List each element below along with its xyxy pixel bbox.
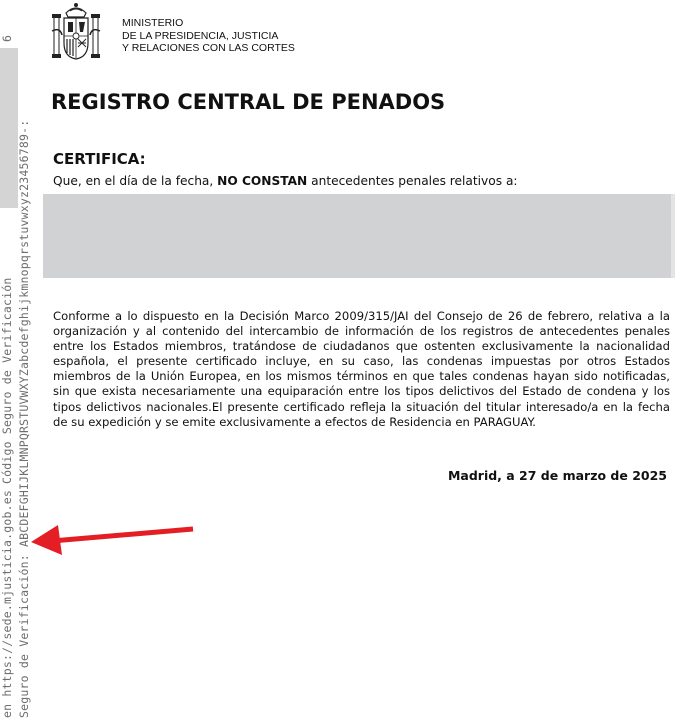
- document-header: [50, 0, 295, 64]
- ministry-line-1: MINISTERIO: [122, 17, 184, 30]
- issue-date: Madrid, a 27 de marzo de 2025: [447, 468, 667, 483]
- ministry-line-3: Y RELACIONES CON LAS CORTES: [122, 42, 295, 55]
- intro-text-end: antecedentes penales relativos a:: [307, 174, 518, 188]
- verification-url-line: [0, 277, 14, 718]
- page-title: REGISTRO CENTRAL DE PENADOS: [51, 90, 446, 114]
- verification-margin: [0, 0, 40, 721]
- verification-code-label: Código Seguro de Verificación: [0, 277, 14, 485]
- verification-url[interactable]: en https://sede.mjusticia.gob.es: [0, 490, 14, 718]
- certification-statement: [53, 174, 518, 188]
- ministry-name: [122, 9, 295, 55]
- coat-of-arms-icon: [50, 1, 102, 63]
- verification-charset-line: Seguro de Verificación: ABCDEFGHIJKLMNPQRSTUVWXYZabcdefghijkmnopqrstuvwxyz23456789-:: [17, 119, 31, 718]
- verification-tail: 6: [0, 34, 14, 42]
- ministry-line-2: DE LA PRESIDENCIA, JUSTICIA: [122, 29, 279, 42]
- red-arrow-annotation-icon: [28, 520, 198, 560]
- legal-body-paragraph: Conforme a lo dispuesto en la Decisión Marco 2009/315/JAI del Consejo de 26 de febrero, relativa a la organización y al contenido del intercambio de información de los registros de antecedentes penales entre los Estados miembros, tratándose de ciudadanos que ostenten exclusivamente la nacionalidad española, el presente certificado incluye, en su caso, las condenas impuestas por otros Estados miembros de la Unión Europea, en los mismos términos en que tales condenas hayan sido notificadas, sin que exista necesariamente una equiparación entre los tipos delictivos del Estado de condena y los tipos delictivos nacionales.El presente certificado refleja la situación del titular interesado/a en la fecha de su expedición y se emite exclusivamente a efectos de Residencia en PARAGUAY.: [53, 309, 670, 429]
- certifica-heading: CERTIFICA:: [53, 150, 146, 168]
- margin-shade: [0, 48, 18, 208]
- redacted-personal-data: [43, 194, 675, 278]
- intro-text: Que, en el día de la fecha,: [53, 174, 218, 188]
- no-constan-emphasis: NO CONSTAN: [217, 174, 308, 188]
